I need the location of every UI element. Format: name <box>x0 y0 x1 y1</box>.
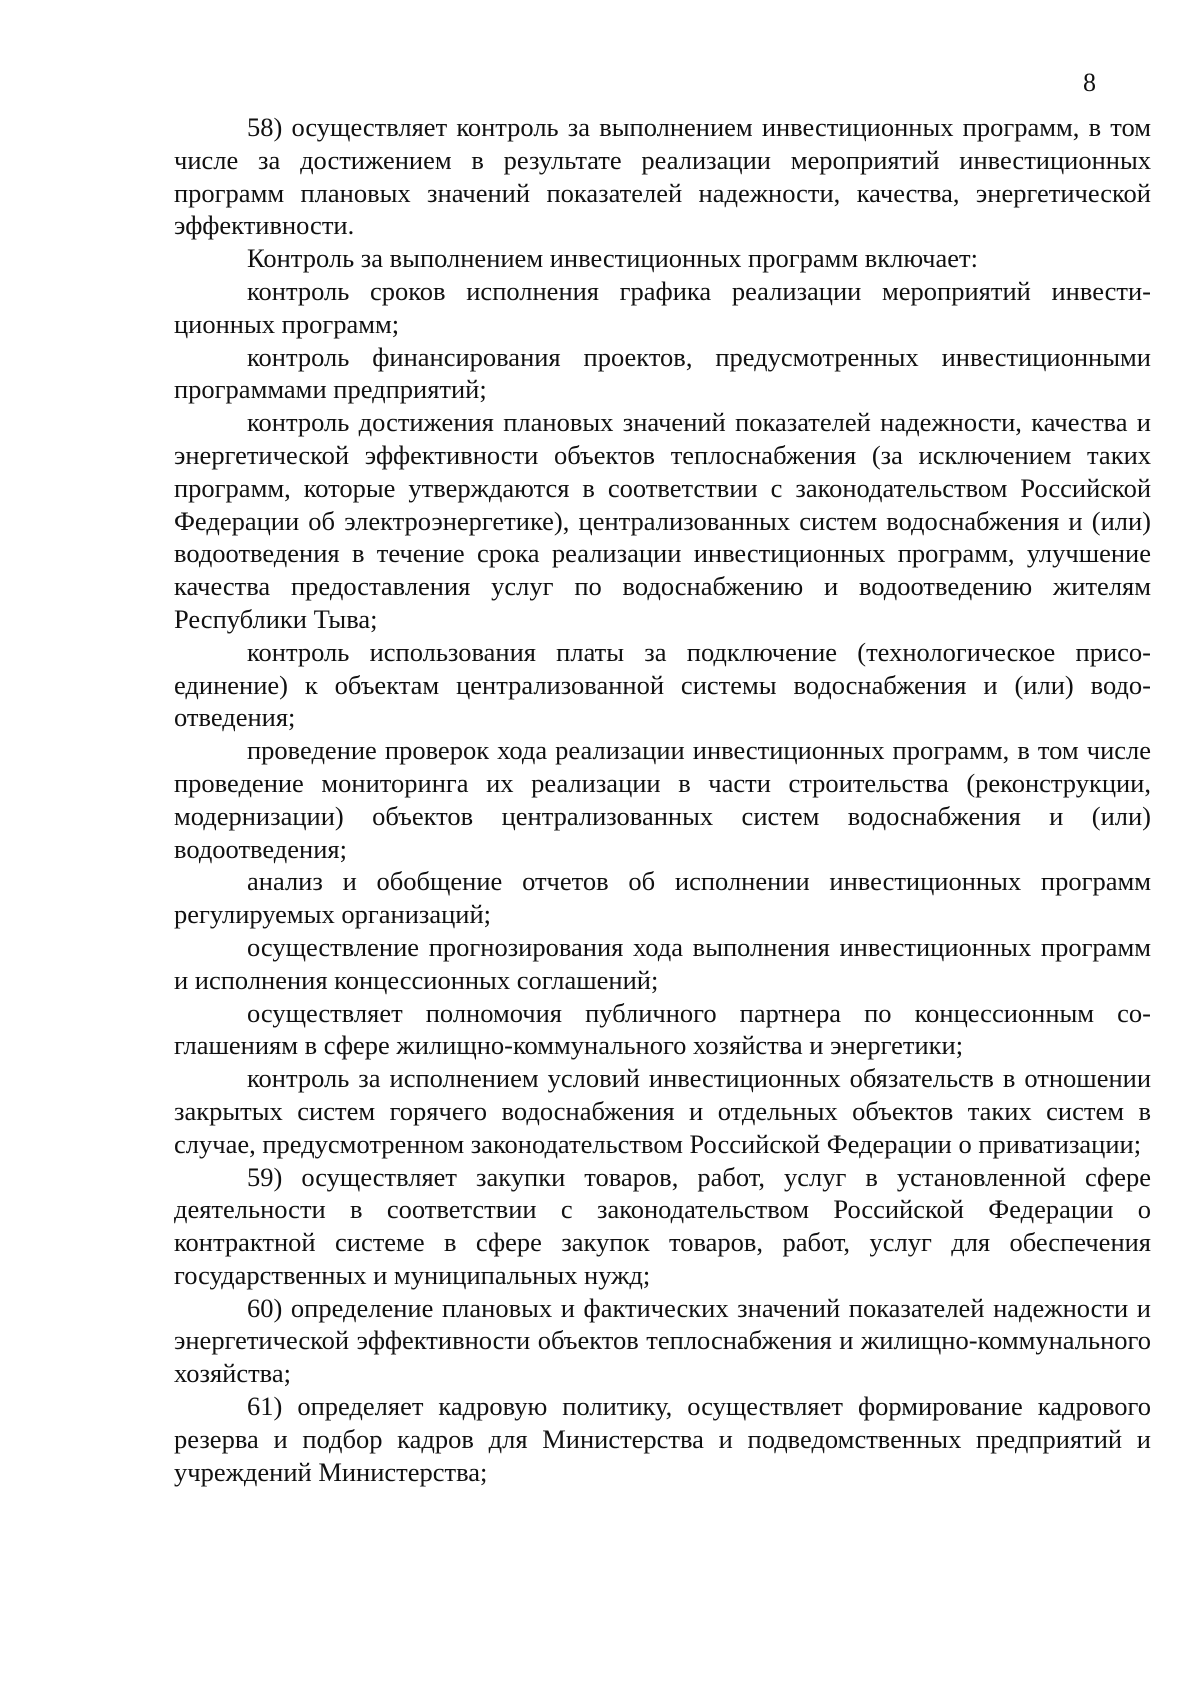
paragraph-58-investment-program-control: 58) осуществляет контроль за выполнением инвестиционных программ, в том числе за достижением в результате реализации мероприятий инвестиционных программ плановых значений показателей надежности, качества, энергетической эффективности. <box>174 112 1151 241</box>
page-number: 8 <box>1083 68 1096 97</box>
paragraph-connection-fee-control: контроль использования платы за подключение (технологическое присоединение) к объектам централизованной системы водоснабжения и (или) водоотведения; <box>174 636 1151 733</box>
paragraph-investment-obligations-control: контроль за исполнением условий инвестиционных обязательств в отношении закрытых систем горячего водоснабжения и отдельных объектов таких систем в случае, предусмотренном законодательством Российской Федерации о приватизации; <box>174 1063 1151 1159</box>
paragraph-60-performance-values: 60) определение плановых и фактических значений показателей надежности и энергетической эффективности объектов теплоснабжения и жилищно-коммунального хозяйства; <box>174 1292 1151 1389</box>
paragraph-progress-inspections: проведение проверок хода реализации инвестиционных программ, в том числе проведение мониторинга их реализации в части строительства (реконструкции, модернизации) объектов централизованных систем водоснабжения и (или) водоотведения; <box>174 735 1151 864</box>
paragraph-61-personnel-policy: 61) определяет кадровую политику, осуществляет формирование кадрового резерва и подбор кадров для Министерства и подведомственных предприятий и учреждений Министерства; <box>174 1391 1151 1487</box>
paragraph-report-analysis: анализ и обобщение отчетов об исполнении инвестиционных программ регулируемых организаций; <box>174 866 1151 930</box>
paragraph-schedule-control: контроль сроков исполнения графика реализации мероприятий инвестиционных программ; <box>174 275 1151 339</box>
paragraph-forecasting: осуществление прогнозирования хода выполнения инвестиционных программ и исполнения концессионных соглашений; <box>174 931 1151 995</box>
document-body <box>174 111 1151 1488</box>
paragraph-59-procurement: 59) осуществляет закупки товаров, работ, услуг в установленной сфере деятельности в соответствии с законодательством Российской Федерации о контрактной системе в сфере закупок товаров, работ, услуг для обеспечения государственных и муниципальных нужд; <box>174 1161 1151 1290</box>
paragraph-financing-control: контроль финансирования проектов, предусмотренных инвестиционными программами предприятий; <box>174 341 1151 405</box>
paragraph-public-partner-powers: осуществляет полномочия публичного партнера по концессионным соглашениям в сфере жилищно-коммунального хозяйства и энергетики; <box>174 997 1151 1061</box>
paragraph-control-includes: Контроль за выполнением инвестиционных программ включает: <box>247 243 978 274</box>
paragraph-performance-targets-control: контроль достижения плановых значений показателей надежности, качества и энергетической эффективности объектов теплоснабжения (за исключением таких программ, которые утверждаются в соответствии с законодательством Российской Федерации об электроэнергетике), централизованных систем водоснабжения и (или) водоотведения в течение срока реализации инвестиционных программ, улучшение качества предоставления услуг по водоснабжению и водоотведению жителям Республики Тыва; <box>174 407 1151 634</box>
